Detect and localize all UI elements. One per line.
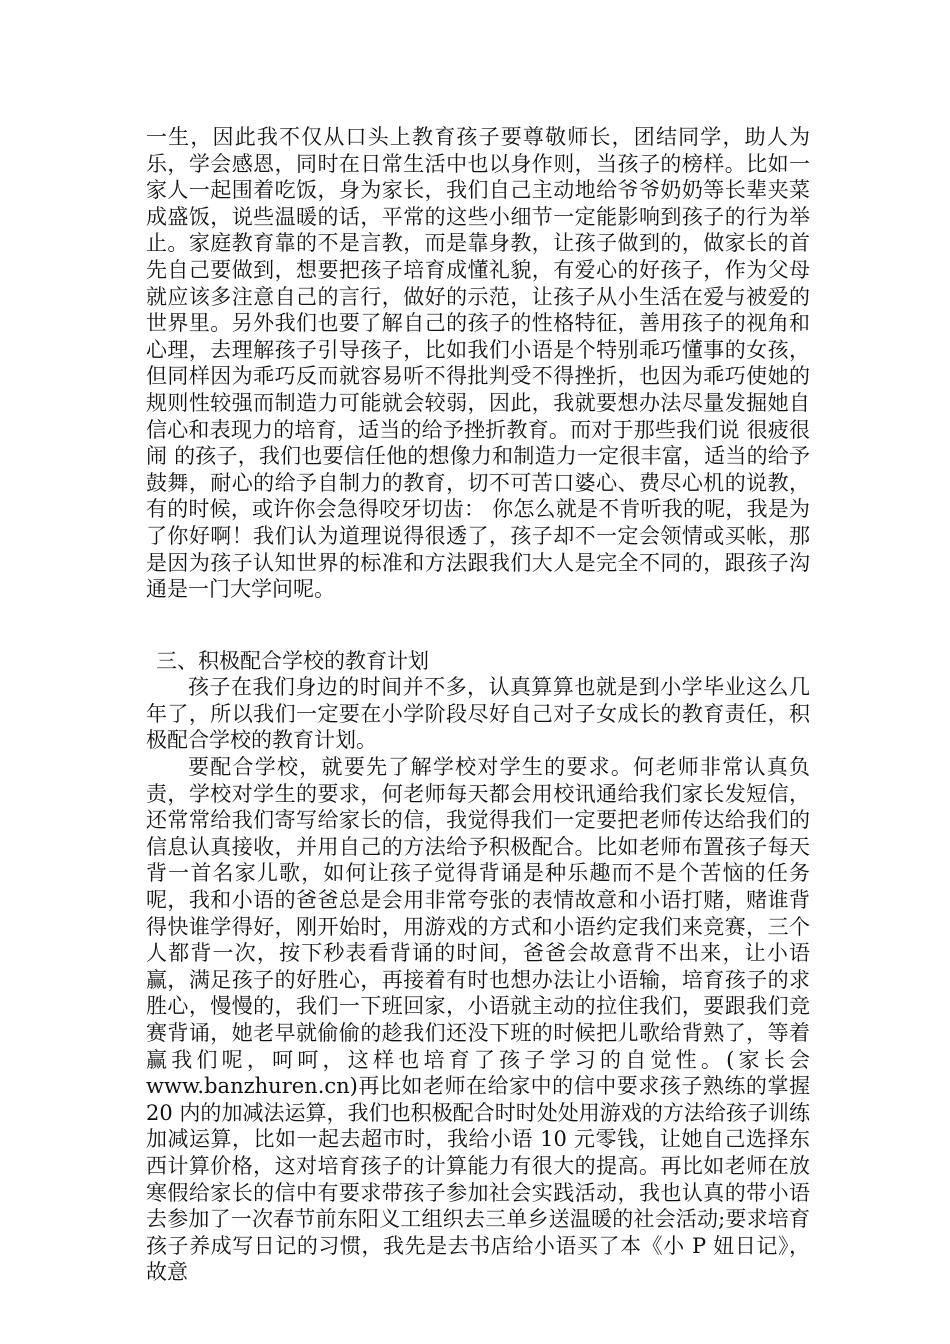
paragraph-spacer: [146, 603, 810, 648]
paragraph-school-requirements: 要配合学校，就要先了解学校对学生的要求。何老师非常认真负责，学校对学生的要求，何老师每天都会用校讯通给我们家长发短信，还常常给我们寄写给家长的信，我觉得我们一定要把老师传达给我们的信息认真接收，并用自己的方法给予积极配合。比如老师布置孩子每天背一首名家儿歌，如何让孩子觉得背诵是种乐趣而不是个苦恼的任务呢，我和小语的爸爸总是会用非常夸张的表情故意和小语打赌，赌谁背得快谁学得好，刚开始时，用游戏的方式和小语约定我们来竞赛，三个人都背一次，按下秒表看背诵的时间，爸爸会故意背不出来，让小语赢，满足孩子的好胜心，再接着有时也想办法让小语输，培育孩子的求胜心，慢慢的，我们一下班回家，小语就主动的拉住我们，要跟我们竞赛背诵，她老早就偷偷的趁我们还没下班的时候把儿歌给背熟了，等着赢我们呢，呵呵，这样也培育了孩子学习的自觉性。(家长会 www.banzhuren.cn)再比如老师在给家中的信中要求孩子熟练的掌握 20 内的加减法运算，我们也积极配合时时处处用游戏的方法给孩子训练加减运算，比如一起去超市时，我给小语 10 元零钱，让她自己选择东西计算价格，这对培育孩子的计算能力有很大的提高。再比如老师在放寒假给家长的信中有要求带孩子参加社会实践活动，我也认真的带小语去参加了一次春节前东阳义工组织去三单乡送温暖的社会活动;要求培育孩子养成写日记的习惯，我先是去书店给小语买了本《小 P 妞日记》，故意: [146, 755, 810, 1285]
section-heading: 三、积极配合学校的教育计划: [156, 648, 429, 673]
document-body: [146, 124, 810, 1286]
paragraph-school-cooperation-intro: 孩子在我们身边的时间并不多，认真算算也就是到小学毕业这么几年了，所以我们一定要在小学阶段尽好自己对子女成长的教育责任，积极配合学校的教育计划。: [146, 675, 810, 753]
paragraph-family-education: 一生，因此我不仅从口头上教育孩子要尊敬师长，团结同学，助人为乐，学会感恩，同时在日常生活中也以身作则，当孩子的榜样。比如一家人一起围着吃饭，身为家长，我们自己主动地给爷爷奶奶等长辈夹菜成盛饭，说些温暖的话，平常的这些小细节一定能影响到孩子的行为举止。家庭教育靠的不是言教，而是靠身教，让孩子做到的，做家长的首先自己要做到，想要把孩子培育成懂礼貌，有爱心的好孩子，作为父母就应该多注意自己的言行，做好的示范，让孩子从小生活在爱与被爱的世界里。另外我们也要了解自己的孩子的性格特征，善用孩子的视角和心理，去理解孩子引导孩子，比如我们小语是个特别乖巧懂事的女孩，但同样因为乖巧反而就容易听不得批判受不得挫折，也因为乖巧使她的规则性较强而制造力可能就会较弱，因此，我就要想办法尽量发掘她自信心和表现力的培育，适当的给予挫折教育。而对于那些我们说 很疲很闹 的孩子，我们也要信任他的想像力和制造力一定很丰富，适当的给予鼓舞，耐心的给予自制力的教育，切不可苦口婆心、费尽心机的说教，有的时候，或许你会急得咬牙切齿： 你怎么就是不肯听我的呢，我是为了你好啊！我们认为道理说得很透了，孩子却不一定会领情或买帐，那是因为孩子认知世界的标准和方法跟我们大人是完全不同的，跟孩子沟通是一门大学问呢。: [146, 125, 810, 602]
